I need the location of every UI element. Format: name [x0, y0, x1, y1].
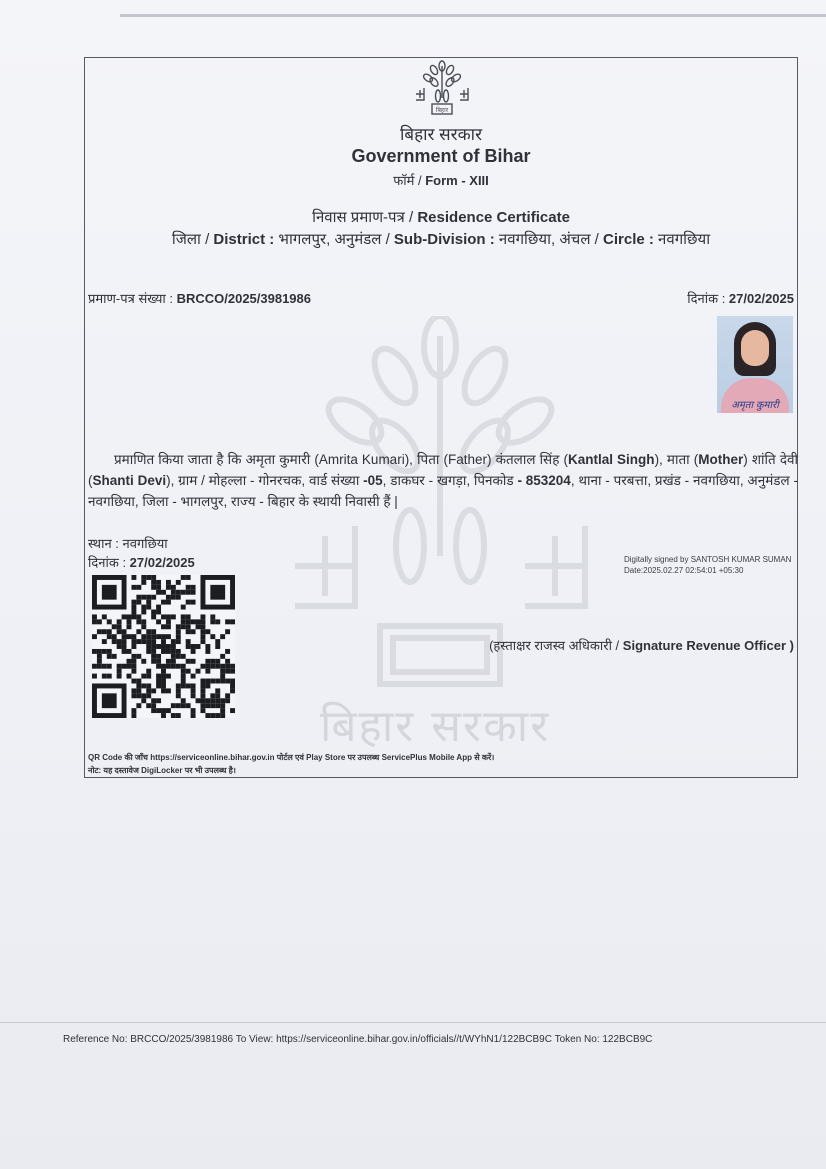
revenue-officer-signature [489, 636, 794, 654]
certificate-title-english: Residence Certificate [417, 209, 570, 226]
applicant-photo [717, 316, 793, 413]
circle-value: नवगछिया [658, 231, 711, 248]
subdivision-value: नवगछिया, अंचल / [498, 231, 604, 248]
circle-label: Circle : [603, 231, 659, 248]
footer-divider [0, 1022, 826, 1023]
issue-date-label: दिनांक : [687, 291, 729, 306]
scan-edge-line [120, 14, 826, 17]
digital-signature-block [624, 554, 824, 576]
district-value: भागलपुर, अनुमंडल / [278, 231, 394, 248]
subdivision-label: Sub-Division : [393, 231, 499, 248]
govt-title-hindi: बिहार सरकार [399, 125, 483, 144]
officer-label-english: Signature Revenue Officer ) [622, 638, 794, 653]
watermark-text: बिहार सरकार [320, 701, 551, 752]
place-date-value: 27/02/2025 [129, 555, 195, 570]
govt-title-english: Government of Bihar [351, 146, 531, 166]
certificate-number-value: BRCCO/2025/3981986 [176, 291, 311, 306]
form-number [84, 171, 798, 189]
pincode: - 853204 [517, 473, 571, 488]
issue-date-value: 27/02/2025 [728, 291, 794, 306]
certificate-number [88, 289, 311, 307]
ward-number: -05 [363, 473, 383, 488]
watermark-emblem [285, 316, 595, 756]
certificate-body: प्रमाणित किया जाता है कि अमृता कुमारी (Amrita Kumari), पिता (Father) कंतलाल सिंह (Kantlal Singh), माता (Mother) शांति देवी (Shanti Devi), ग्राम / मोहल्ला - गोनरचक, वार्ड संख्या -05, डाकघर - खगड़ा, पिनकोड - 853204, थाना - परबत्ता, प्रखंड - नवगछिया, अनुमंडल - नवगछिया, जिला - भागलपुर, राज्य - बिहार के स्थायी निवासी हैं | [88, 452, 798, 509]
father-label: Father [447, 452, 488, 467]
certificate-title [84, 207, 798, 227]
digilocker-note: नोट: यह दस्तावेज DigiLocker पर भी उपलब्ध है। [88, 766, 236, 775]
father-name-en: Kantlal Singh [567, 452, 655, 467]
form-label-hindi: फॉर्म / [393, 173, 426, 188]
district-line [84, 229, 798, 249]
mother-name-en: Shanti Devi [92, 473, 167, 488]
certificate-number-label: प्रमाण-पत्र संख्या : [88, 291, 177, 306]
qr-code [92, 575, 235, 718]
officer-label-hindi: (हस्ताक्षर राजस्व अधिकारी / [489, 638, 623, 653]
digital-signature-name: Digitally signed by SANTOSH KUMAR SUMAN [624, 555, 792, 564]
form-label-english: Form - XIII [425, 173, 489, 188]
mother-label: Mother [698, 452, 744, 467]
emblem-label: बिहार [435, 108, 449, 114]
verification-url: https://serviceonline.bihar.gov.in [150, 753, 275, 762]
digital-signature-date: Date:2025.02.27 02:54:01 +05:30 [624, 566, 744, 575]
bihar-emblem-icon [412, 60, 472, 116]
place-line: स्थान : नवगछिया [88, 536, 168, 551]
place-date-label: दिनांक : [88, 555, 130, 570]
issue-date [687, 289, 794, 307]
applicant-signature: अमृता कुमारी [731, 400, 779, 411]
district-hindi: जिला / [171, 231, 214, 248]
certificate-title-hindi: निवास प्रमाण-पत्र / [312, 209, 418, 226]
applicant-name-en: Amrita Kumari [318, 452, 405, 467]
place-date [88, 553, 195, 571]
reference-line: Reference No: BRCCO/2025/3981986 To View: https://serviceonline.bihar.gov.in/officials//t/WYhN1/122BCB9C Token No: 122BCB9C [63, 1034, 653, 1045]
qr-note-line: QR Code की जाँच https://serviceonline.bihar.gov.in पोर्टल एवं Play Store पर उपलब्ध ServicePlus Mobile App से करें। [88, 753, 495, 762]
qr-verification-note [88, 751, 788, 777]
district-label: District : [213, 231, 279, 248]
